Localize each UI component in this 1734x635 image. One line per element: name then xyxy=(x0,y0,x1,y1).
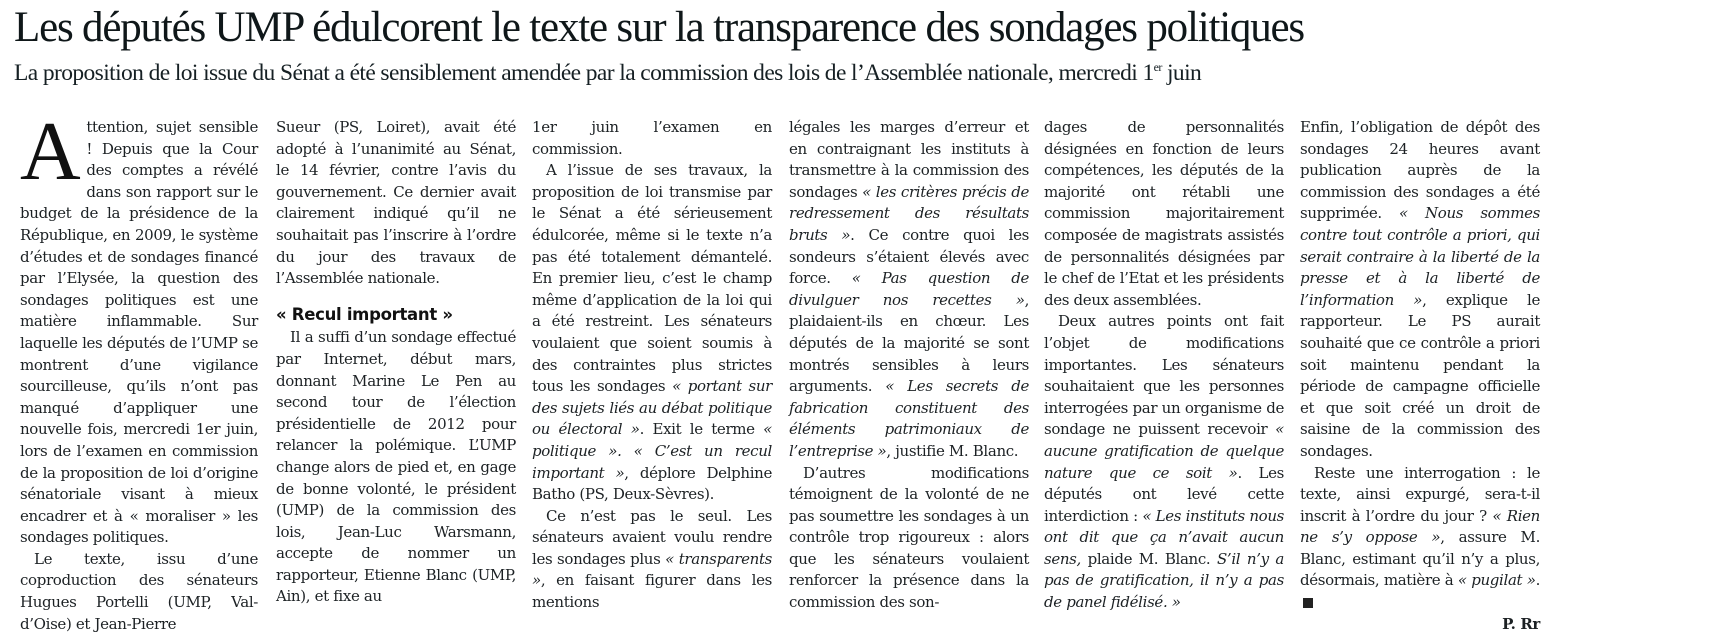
column-1 xyxy=(20,105,258,635)
paragraph: Enfin, l’obligation de dépôt des sondages 24 heures avant publication auprès de la commission des sondages a été supprimée. « Nous sommes contre tout contrôle a priori, qui serait contraire à la liberté de la presse et à la liberté de l’information », explique le rapporteur. Le PS aurait souhaité que ce contrôle a priori soit maintenu pendant la période de campagne officielle et que soit créé un droit de saisine de la commission des sondages. xyxy=(1300,118,1541,460)
paragraph: Il a suffi d’un sondage effectué par Internet, début mars, donnant Marine Le Pen au second tour de l’élection présidentielle de 2012 pour relancer la polémique. L’UMP change alors de pied et, en gage de bonne volonté, le président (UMP) de la commission des lois, Jean-Luc Warsmann, accepte de nommer un rapporteur, Etienne Blanc (UMP, Ain), et fixe au xyxy=(276,328,516,606)
paragraph: Deux autres points ont fait l’objet de modifications importantes. Les sénateurs souhaitaient que les personnes interrogées par un organisme de sondage ne puissent recevoir « aucune gratification de quelque nature que ce soit ». Les députés ont levé cette interdiction : « Les instituts nous ont dit que ça n’avait aucun sens, plaide M. Blanc. S’il n’y a pas de gratification, il n’y a pas de panel fidélisé. » xyxy=(1044,312,1284,612)
dropcap: A xyxy=(20,105,81,198)
column-3 xyxy=(532,117,772,614)
end-of-article-mark-icon xyxy=(1303,598,1313,608)
subheadline: La proposition de loi issue du Sénat a été sensiblement amendée par la commission des lois de l’Assemblée nationale, mercredi 1er juin xyxy=(14,60,1202,86)
paragraph: Ce n’est pas le seul. Les sénateurs avaient voulu rendre les sondages plus « transparents », en faisant figurer dans les mentions xyxy=(532,506,773,612)
paragraph: Reste une interrogation : le texte, ainsi expurgé, sera-t-il inscrit à l’ordre du jour ? « Rien ne s’y oppose », assure M. Blanc, estimant qu’il n’y a plus, désormais, matière à « pugilat ». xyxy=(1300,463,1540,614)
section-heading: « Recul important » xyxy=(276,304,453,324)
column-4 xyxy=(789,117,1029,614)
paragraph: 1er juin l’examen en commission. xyxy=(532,118,772,158)
column-6 xyxy=(1300,117,1540,635)
paragraph: Le texte, issu d’une coproduction des sénateurs Hugues Portelli (UMP, Val-d’Oise) et Jean-Pierre xyxy=(20,549,258,633)
paragraph: Sueur (PS, Loiret), avait été adopté à l’unanimité au Sénat, le 14 février, contre l’avis du gouvernement. Ce dernier avait clairement indiqué qu’il ne souhaitait pas l’inscrire à l’ordre du jour des travaux de l’Assemblée nationale. xyxy=(276,118,516,288)
paragraph: dages de personnalités désignées en fonction de leurs compétences, les députés de la majorité ont rétabli une commission majoritairement composée de magistrats assistés de personnalités désignées par le chef de l’Etat et les présidents des deux assemblées. xyxy=(1044,118,1284,309)
column-5 xyxy=(1044,117,1284,614)
column-2 xyxy=(276,117,516,608)
headline: Les députés UMP édulcorent le texte sur la transparence des sondages politiques xyxy=(14,4,1304,51)
paragraph: Attention, sujet sensible ! Depuis que la Cour des comptes a révélé dans son rapport sur le budget de la présidence de la République, en 2009, le système d’études et de sondages financé par l’Elysée, la question des sondages politiques est une matière inflammable. Sur laquelle les députés de l’UMP se montrent d’une vigilance sourcilleuse, qu’ils n’ont pas manqué d’appliquer une nouvelle fois, mercredi 1er juin, lors de l’examen en commission de la proposition de loi d’origine sénatoriale visant à mieux encadrer et à « moraliser » les sondages politiques. xyxy=(20,105,258,547)
paragraph: D’autres modifications témoignent de la volonté de ne pas soumettre les sondages à un contrôle trop rigoureux : alors que les sénateurs voulaient renforcer la présence dans la commission des son- xyxy=(789,463,1029,612)
byline: P. Rr xyxy=(1502,614,1540,633)
paragraph: A l’issue de ses travaux, la proposition de loi transmise par le Sénat a été sérieusement édulcorée, même si le texte n’a pas été totalement démantelé. En premier lieu, c’est le champ même d’application de la loi qui a été restreint. Les sénateurs voulaient que soient soumis à des contraintes plus strictes tous les sondages « portant sur des sujets liés au débat politique ou électoral ». Exit le terme « politique ». « C’est un recul important », déplore Delphine Batho (PS, Deux-Sèvres). xyxy=(532,161,773,504)
paragraph: légales les marges d’erreur et en contraignant les instituts à transmettre à la commission des sondages « les critères précis de redressement des résultats bruts ». Ce contre quoi les sondeurs s’étaient élevés avec force. « Pas question de divulguer nos recettes », plaidaient-ils en chœur. Les députés de la majorité se sont montrés sensibles à leurs arguments. « Les secrets de fabrication constituent des éléments patrimoniaux de l’entreprise », justifie M. Blanc. xyxy=(789,118,1030,460)
